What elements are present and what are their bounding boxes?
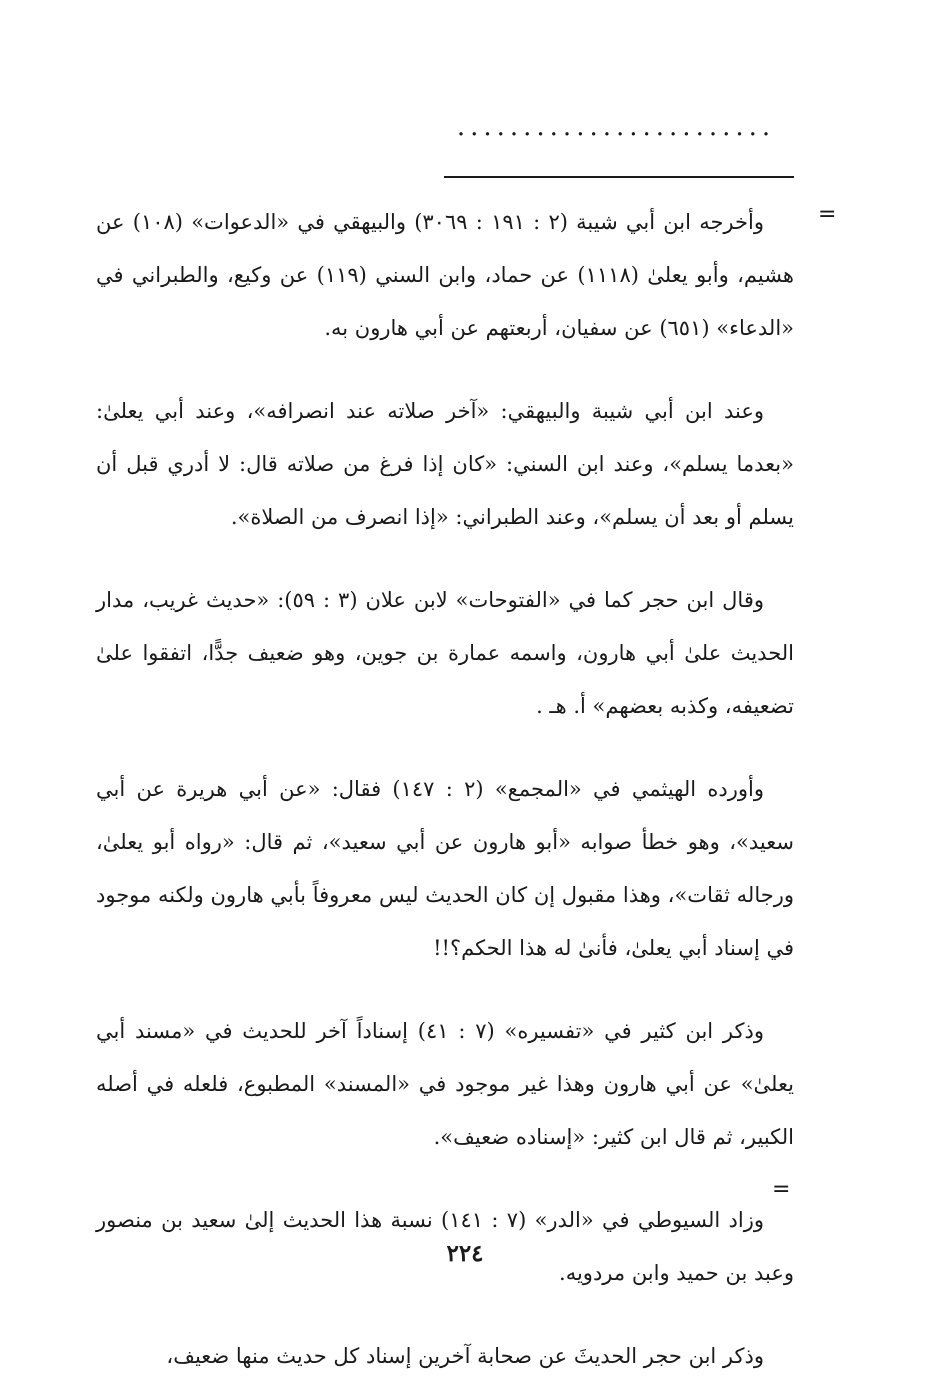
continuation-mark-bottom: = bbox=[772, 1177, 791, 1202]
footnote-separator-rule bbox=[444, 176, 794, 178]
footnote-paragraph: وأورده الهيثمي في «المجمع» (٢ : ١٤٧) فقال: «عن أبي هريرة عن أبي سعيد»، وهو خطأ صوابه «أبو هارون عن أبي سعيد»، ثم قال: «رواه أبو يعلىٰ، ورجاله ثقات»، وهذا مقبول إن كان الحديث ليس معروفاً بأبي هارون ولكنه موجود في إسناد أبي يعلىٰ، فأنىٰ له هذا الحكم؟!! bbox=[96, 777, 794, 960]
footnote-paragraph: وأخرجه ابن أبي شيبة (٢ : ١٩١ : ٣٠٦٩) والبيهقي في «الدعوات» (١٠٨) عن هشيم، وأبو يعلىٰ (١١١٨) عن حماد، وابن السني (١١٩) عن وكيع، والطبراني في «الدعاء» (٦٥١) عن سفيان، أربعتهم عن أبي هارون به. bbox=[96, 210, 795, 340]
page-number: ٢٢٤ bbox=[446, 1240, 484, 1267]
header-dot-leader: ........................ bbox=[456, 112, 776, 142]
footnote-paragraph: وزاد السيوطي في «الدر» (٧ : ١٤١) نسبة هذا الحديث إلىٰ سعيد بن منصور وعبد بن حميد وابن مردويه. bbox=[96, 1208, 794, 1285]
footnote-paragraph: وقال ابن حجر كما في «الفتوحات» لابن علان (٣ : ٥٩): «حديث غريب، مدار الحديث علىٰ أبي هارون، واسمه عمارة بن جوين، وهو ضعيف جدًّا، اتفقوا علىٰ تضعيفه، وكذبه بعضهم» أ. هـ . bbox=[96, 588, 794, 718]
footnote-paragraph: وذكر ابن كثير في «تفسيره» (٧ : ٤١) إسناداً آخر للحديث في «مسند أبي يعلىٰ» عن أبي هارون وهذا غير موجود في «المسند» المطبوع، فلعله في أصله الكبير، ثم قال ابن كثير: «إسناده ضعيف». bbox=[96, 1019, 794, 1149]
footnote-paragraph: وذكر ابن حجر الحديثَ عن صحابة آخرين إسناد كل حديث منها ضعيف، bbox=[166, 1344, 764, 1368]
footnote-text-block bbox=[96, 196, 794, 1383]
footnote-paragraph: وعند ابن أبي شيبة والبيهقي: «آخر صلاته عند انصرافه»، وعند أبي يعلىٰ: «بعدما يسلم»، وعند ابن السني: «كان إذا فرغ من صلاته قال: لا أدري قبل أن يسلم أو بعد أن يسلم»، وعند الطبراني: «إذا انصرف من الصلاة». bbox=[96, 399, 794, 529]
continuation-mark-top: = bbox=[818, 202, 837, 227]
